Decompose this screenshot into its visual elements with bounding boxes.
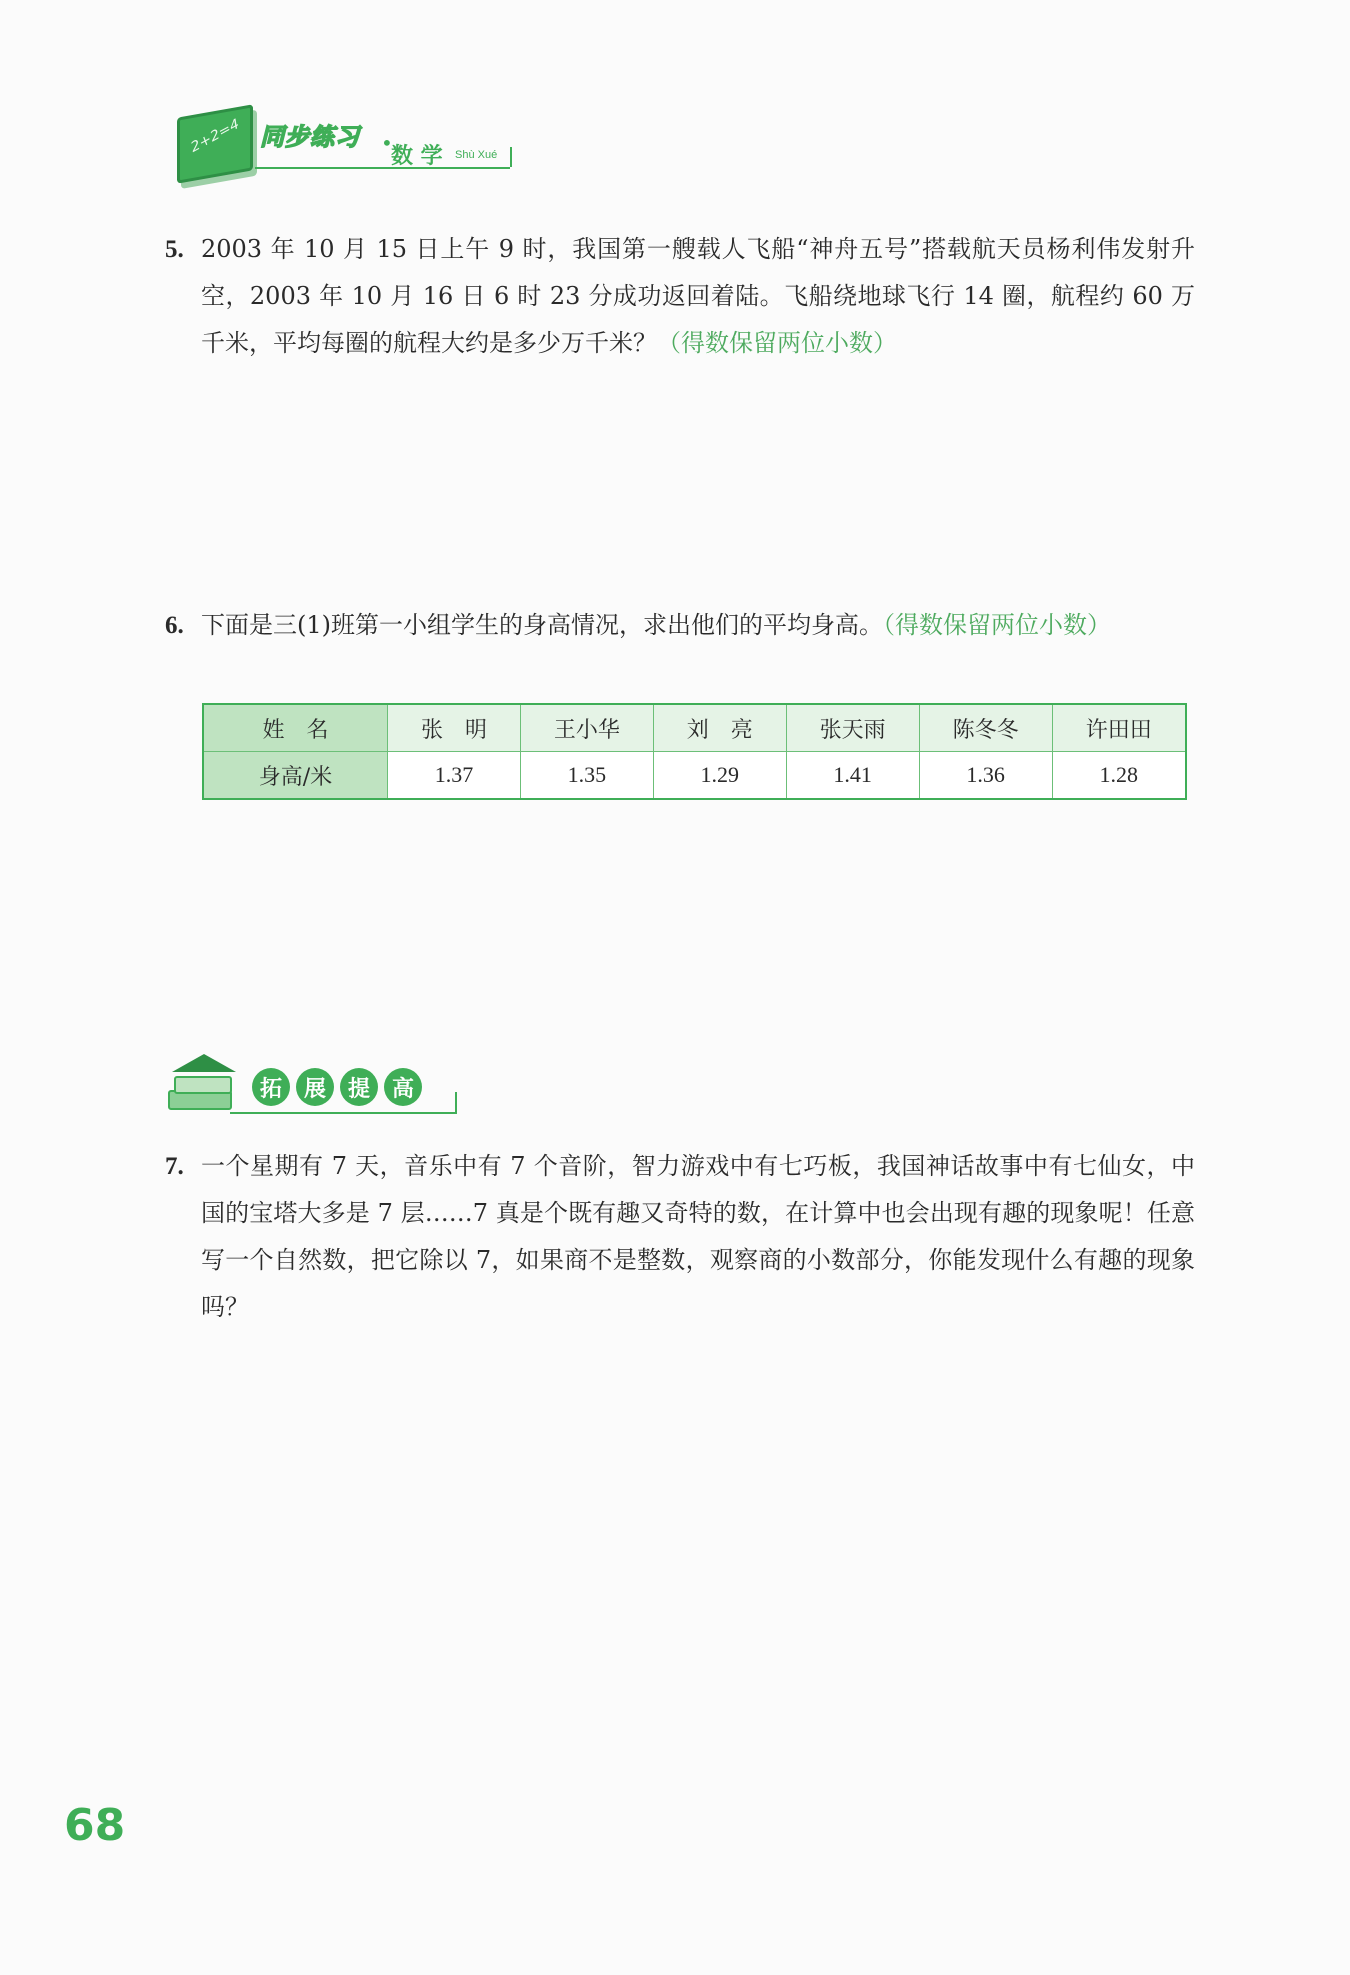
chalkboard-text: 2+2=4: [188, 116, 242, 156]
section-title-char: 提: [340, 1068, 378, 1106]
table-cell-height: 1.28: [1052, 752, 1186, 800]
section-banner: [160, 1050, 450, 1130]
section-title: [252, 1068, 422, 1106]
chalkboard-icon: [177, 104, 253, 183]
header-dot: •: [381, 131, 393, 155]
table-cell-height: 1.36: [919, 752, 1052, 800]
question-5: [165, 226, 1195, 367]
question-text: [165, 226, 1195, 367]
header-pinyin: Shù Xué: [455, 149, 498, 161]
table-cell-height: 1.29: [653, 752, 786, 800]
section-title-char: 展: [296, 1068, 334, 1106]
page-number: 68: [64, 1800, 126, 1851]
header-underline-end: [510, 147, 512, 167]
table-row: [203, 752, 1186, 800]
question-7: [165, 1143, 1195, 1331]
section-title-char: 拓: [252, 1068, 290, 1106]
section-underline-end: [455, 1092, 457, 1114]
header-badge: [165, 105, 525, 185]
header-title: 同步练习: [260, 123, 360, 151]
question-number: 5.: [165, 236, 184, 263]
question-number: 7.: [165, 1153, 184, 1180]
name-header: 姓 名: [203, 704, 388, 752]
question-number: 6.: [165, 612, 184, 639]
question-hint: （得数保留两位小数）: [657, 329, 897, 357]
question-text: [165, 1143, 1195, 1331]
table-row: [203, 704, 1186, 752]
question-text: [165, 602, 1195, 649]
table-cell-height: 1.35: [520, 752, 653, 800]
table-cell-name: 王小华: [520, 704, 653, 752]
table-cell-height: 1.41: [786, 752, 919, 800]
table-cell-name: 陈冬冬: [919, 704, 1052, 752]
header-subject: 数 学: [391, 144, 443, 169]
table-cell-name: 许田田: [1052, 704, 1186, 752]
table-cell-name: 张天雨: [786, 704, 919, 752]
table-cell-name: 张 明: [388, 704, 521, 752]
table-cell-name: 刘 亮: [653, 704, 786, 752]
question-body: 2003 年 10 月 15 日上午 9 时，我国第一艘载人飞船“神舟五号”搭载航天员杨利伟发射升空，2003 年 10 月 16 日 6 时 23 分成功返回着陆。飞船绕地球飞行 14 圈，航程约 60 万千米，平均每圈的航程大约是多少万千米？: [201, 235, 1195, 357]
graduation-cap-icon: [172, 1054, 236, 1072]
header-underline: [255, 167, 510, 169]
question-body: 下面是三(1)班第一小组学生的身高情况，求出他们的平均身高。: [201, 611, 883, 639]
table-cell-height: 1.37: [388, 752, 521, 800]
question-hint: （得数保留两位小数）: [883, 611, 1111, 639]
height-header: 身高/米: [203, 752, 388, 800]
books-icon-top: [174, 1076, 232, 1094]
height-table: [202, 703, 1187, 800]
section-underline: [230, 1112, 455, 1114]
question-6: [165, 602, 1195, 649]
section-title-char: 高: [384, 1068, 422, 1106]
question-body: 一个星期有 7 天，音乐中有 7 个音阶，智力游戏中有七巧板，我国神话故事中有七仙女，中国的宝塔大多是 7 层……7 真是个既有趣又奇特的数，在计算中也会出现有趣的现象呢！任意写一个自然数，把它除以 7，如果商不是整数，观察商的小数部分，你能发现什么有趣的现象吗？: [201, 1152, 1195, 1321]
